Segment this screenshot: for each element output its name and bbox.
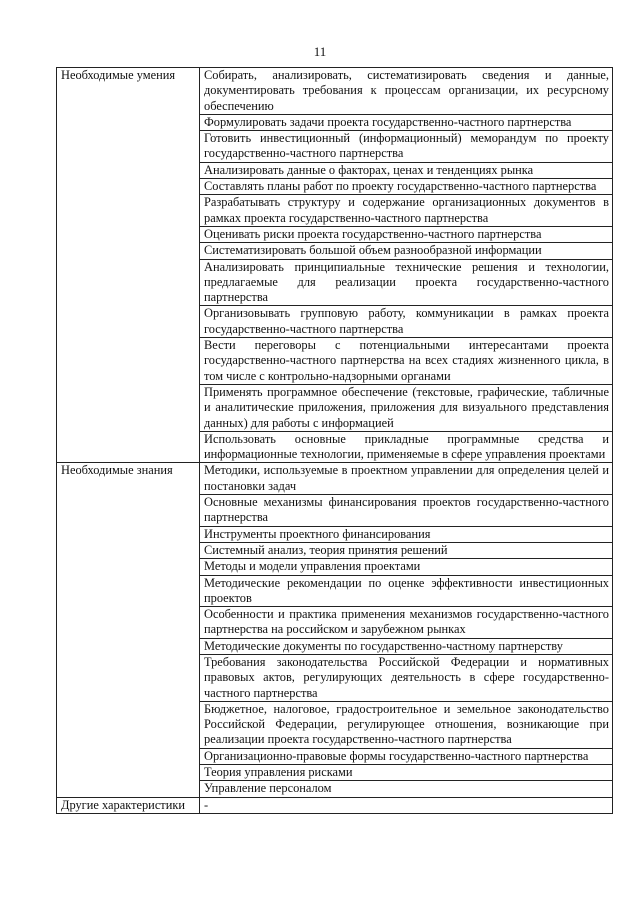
requirement-item: Анализировать данные о факторах, ценах и тенденциях рынка <box>200 162 613 178</box>
requirement-item: Особенности и практика применения механизмов государственно-частного партнерства на российском и зарубежном рынках <box>200 607 613 639</box>
requirement-item: Использовать основные прикладные программные средства и информационные технологии, применяемые в сфере управления проектами <box>200 431 613 463</box>
requirement-item: Анализировать принципиальные технические решения и технологии, предлагаемые для реализации проекта государственно-частного партнерства <box>200 259 613 306</box>
requirement-item: Организовывать групповую работу, коммуникации в рамках проекта государственно-частного партнерства <box>200 306 613 338</box>
requirement-item: Методы и модели управления проектами <box>200 559 613 575</box>
requirement-item: Оценивать риски проекта государственно-частного партнерства <box>200 226 613 242</box>
page-number: 11 <box>313 44 327 59</box>
requirement-item: Методические документы по государственно-частному партнерству <box>200 638 613 654</box>
requirement-item: Требования законодательства Российской Федерации и нормативных правовых актов, регулирующих деятельность в сфере государственно-частного партнерства <box>200 654 613 701</box>
requirement-item: Теория управления рисками <box>200 765 613 781</box>
table-row <box>57 68 613 115</box>
requirement-item: Бюджетное, налоговое, градостроительное и земельное законодательство Российской Федерации, регулирующее отношения, возникающие при реализации проекта государственно-частного партнерства <box>200 701 613 748</box>
requirement-item: Инструменты проектного финансирования <box>200 526 613 542</box>
requirement-item: Систематизировать большой объем разнообразной информации <box>200 243 613 259</box>
requirement-item: Собирать, анализировать, систематизировать сведения и данные, документировать требования к процессам организации, их ресурсному обеспечению <box>200 68 613 115</box>
requirement-item: Методические рекомендации по оценке эффективности инвестиционных проектов <box>200 575 613 607</box>
section-label: Необходимые знания <box>57 463 200 797</box>
table-row <box>57 797 613 813</box>
requirement-item: Составлять планы работ по проекту государственно-частного партнерства <box>200 179 613 195</box>
requirement-item: Применять программное обеспечение (текстовые, графические, табличные и аналитические приложения, приложения для визуального представления данных) для работы с информацией <box>200 384 613 431</box>
requirement-item: - <box>200 797 613 813</box>
requirement-item: Готовить инвестиционный (информационный) меморандум по проекту государственно-частного партнерства <box>200 131 613 163</box>
section-label: Другие характеристики <box>57 797 200 813</box>
requirement-item: Вести переговоры с потенциальными интересантами проекта государственно-частного партнерства на всех стадиях жизненного цикла, в том числе с контрольно-надзорными органами <box>200 338 613 385</box>
requirement-item: Методики, используемые в проектном управлении для определения целей и постановки задач <box>200 463 613 495</box>
requirement-item: Основные механизмы финансирования проектов государственно-частного партнерства <box>200 495 613 527</box>
requirement-item: Управление персоналом <box>200 781 613 797</box>
requirement-item: Формулировать задачи проекта государственно-частного партнерства <box>200 114 613 130</box>
table-row <box>57 463 613 495</box>
table-body <box>57 68 613 814</box>
section-label: Необходимые умения <box>57 68 200 463</box>
requirement-item: Разрабатывать структуру и содержание организационных документов в рамках проекта государственно-частного партнерства <box>200 195 613 227</box>
requirement-item: Организационно-правовые формы государственно-частного партнерства <box>200 748 613 764</box>
characteristics-table <box>56 67 613 814</box>
requirement-item: Системный анализ, теория принятия решений <box>200 542 613 558</box>
